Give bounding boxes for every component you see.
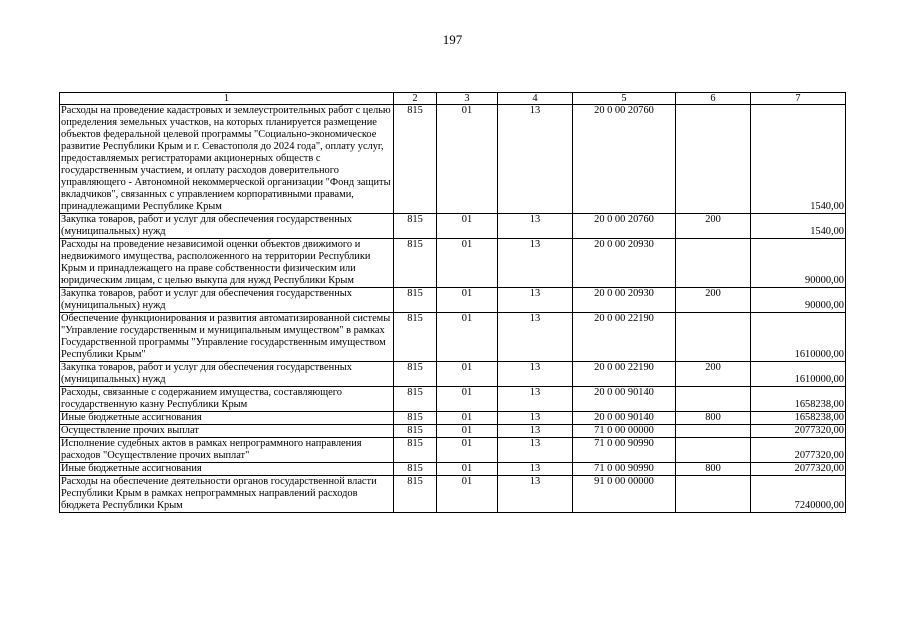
- row-amount: 1610000,00: [751, 313, 846, 362]
- column-header: 7: [751, 93, 846, 105]
- column-header: 5: [573, 93, 676, 105]
- row-grbs: 815: [394, 239, 437, 288]
- row-grbs: 815: [394, 463, 437, 476]
- row-grbs: 815: [394, 362, 437, 387]
- row-subsection: 13: [498, 425, 573, 438]
- row-section: 01: [437, 288, 498, 313]
- table-row: [60, 425, 846, 438]
- row-name: Расходы на обеспечение деятельности органов государственной власти Республики Крым в рамках непрограммных направлений расходов бюджета Республики Крым: [60, 476, 394, 513]
- row-grbs: 815: [394, 214, 437, 239]
- row-section: 01: [437, 463, 498, 476]
- row-grbs: 815: [394, 412, 437, 425]
- row-amount: 2077320,00: [751, 463, 846, 476]
- row-amount: 7240000,00: [751, 476, 846, 513]
- row-expense-type: 200: [676, 214, 751, 239]
- row-subsection: 13: [498, 313, 573, 362]
- row-grbs: 815: [394, 438, 437, 463]
- row-amount: 1540,00: [751, 214, 846, 239]
- row-expense-type: [676, 425, 751, 438]
- table-row: [60, 288, 846, 313]
- page-number: 197: [442, 32, 463, 47]
- row-grbs: 815: [394, 425, 437, 438]
- column-header: 1: [60, 93, 394, 105]
- row-target-article: 71 0 00 90990: [573, 438, 676, 463]
- row-grbs: 815: [394, 313, 437, 362]
- row-amount: 1540,00: [751, 105, 846, 214]
- row-expense-type: [676, 239, 751, 288]
- row-target-article: 20 0 00 20760: [573, 214, 676, 239]
- row-expense-type: 800: [676, 412, 751, 425]
- row-grbs: 815: [394, 105, 437, 214]
- row-expense-type: [676, 438, 751, 463]
- table-row: [60, 387, 846, 412]
- row-name: Расходы на проведение кадастровых и землеустроительных работ с целью определения земельных участков, на которых планируется размещение объектов федеральной целевой программы "Социально-экономическое развитие Республики Крым и г. Севастополя до 2024 года", оплату услуг, предоставляемых регистраторами акционерных обществ с государственным участием, и оплату расходов доверительного управляющего - Автономной некоммерческой организации "Фонд защиты вкладчиков", связанных с управлением корпоративными правами, принадлежащими Республике Крым: [60, 105, 394, 214]
- column-header: 6: [676, 93, 751, 105]
- row-name: Иные бюджетные ассигнования: [60, 463, 394, 476]
- row-name: Обеспечение функционирования и развития автоматизированной системы "Управление государственным и муниципальным имуществом" в рамках Государственной программы "Управление государственным имуществом Республики Крым": [60, 313, 394, 362]
- row-name: Исполнение судебных актов в рамках непрограммного направления расходов "Осуществление прочих выплат": [60, 438, 394, 463]
- column-header: 3: [437, 93, 498, 105]
- row-name: Закупка товаров, работ и услуг для обеспечения государственных (муниципальных) нужд: [60, 288, 394, 313]
- row-target-article: 20 0 00 20930: [573, 239, 676, 288]
- row-expense-type: [676, 105, 751, 214]
- row-target-article: 91 0 00 00000: [573, 476, 676, 513]
- row-target-article: 20 0 00 90140: [573, 412, 676, 425]
- row-subsection: 13: [498, 438, 573, 463]
- row-target-article: 20 0 00 22190: [573, 362, 676, 387]
- row-expense-type: 800: [676, 463, 751, 476]
- row-subsection: 13: [498, 463, 573, 476]
- row-target-article: 20 0 00 20930: [573, 288, 676, 313]
- row-target-article: 20 0 00 90140: [573, 387, 676, 412]
- table-row: [60, 362, 846, 387]
- row-expense-type: [676, 313, 751, 362]
- row-name: Осуществление прочих выплат: [60, 425, 394, 438]
- row-amount: 1658238,00: [751, 412, 846, 425]
- row-target-article: 71 0 00 90990: [573, 463, 676, 476]
- table-row: [60, 476, 846, 513]
- row-subsection: 13: [498, 362, 573, 387]
- column-header: 2: [394, 93, 437, 105]
- row-subsection: 13: [498, 239, 573, 288]
- table-row: [60, 412, 846, 425]
- row-name: Расходы на проведение независимой оценки объектов движимого и недвижимого имущества, расположенного на территории Республики Крым и принадлежащего на праве собственности физическим или юридическим лицам, с целью выкупа для нужд Республики Крым: [60, 239, 394, 288]
- row-section: 01: [437, 387, 498, 412]
- row-section: 01: [437, 438, 498, 463]
- row-expense-type: [676, 387, 751, 412]
- row-amount: 2077320,00: [751, 438, 846, 463]
- row-amount: 1610000,00: [751, 362, 846, 387]
- table-row: [60, 105, 846, 214]
- header-row: [60, 93, 846, 105]
- row-subsection: 13: [498, 288, 573, 313]
- row-name: Расходы, связанные с содержанием имущества, составляющего государственную казну Республики Крым: [60, 387, 394, 412]
- row-subsection: 13: [498, 387, 573, 412]
- row-section: 01: [437, 239, 498, 288]
- row-section: 01: [437, 362, 498, 387]
- row-section: 01: [437, 425, 498, 438]
- table-row: [60, 214, 846, 239]
- row-section: 01: [437, 214, 498, 239]
- row-section: 01: [437, 412, 498, 425]
- row-name: Закупка товаров, работ и услуг для обеспечения государственных (муниципальных) нужд: [60, 362, 394, 387]
- row-amount: 90000,00: [751, 239, 846, 288]
- row-expense-type: [676, 476, 751, 513]
- row-section: 01: [437, 105, 498, 214]
- row-subsection: 13: [498, 476, 573, 513]
- row-target-article: 20 0 00 20760: [573, 105, 676, 214]
- row-grbs: 815: [394, 288, 437, 313]
- row-section: 01: [437, 476, 498, 513]
- row-name: Закупка товаров, работ и услуг для обеспечения государственных (муниципальных) нужд: [60, 214, 394, 239]
- row-target-article: 71 0 00 00000: [573, 425, 676, 438]
- column-header: 4: [498, 93, 573, 105]
- row-subsection: 13: [498, 412, 573, 425]
- row-grbs: 815: [394, 476, 437, 513]
- table-row: [60, 313, 846, 362]
- row-name: Иные бюджетные ассигнования: [60, 412, 394, 425]
- table-row: [60, 239, 846, 288]
- row-section: 01: [437, 313, 498, 362]
- row-amount: 2077320,00: [751, 425, 846, 438]
- table-row: [60, 463, 846, 476]
- row-subsection: 13: [498, 214, 573, 239]
- row-amount: 90000,00: [751, 288, 846, 313]
- row-target-article: 20 0 00 22190: [573, 313, 676, 362]
- table-row: [60, 438, 846, 463]
- row-amount: 1658238,00: [751, 387, 846, 412]
- budget-table: [59, 92, 846, 513]
- row-subsection: 13: [498, 105, 573, 214]
- row-grbs: 815: [394, 387, 437, 412]
- row-expense-type: 200: [676, 288, 751, 313]
- row-expense-type: 200: [676, 362, 751, 387]
